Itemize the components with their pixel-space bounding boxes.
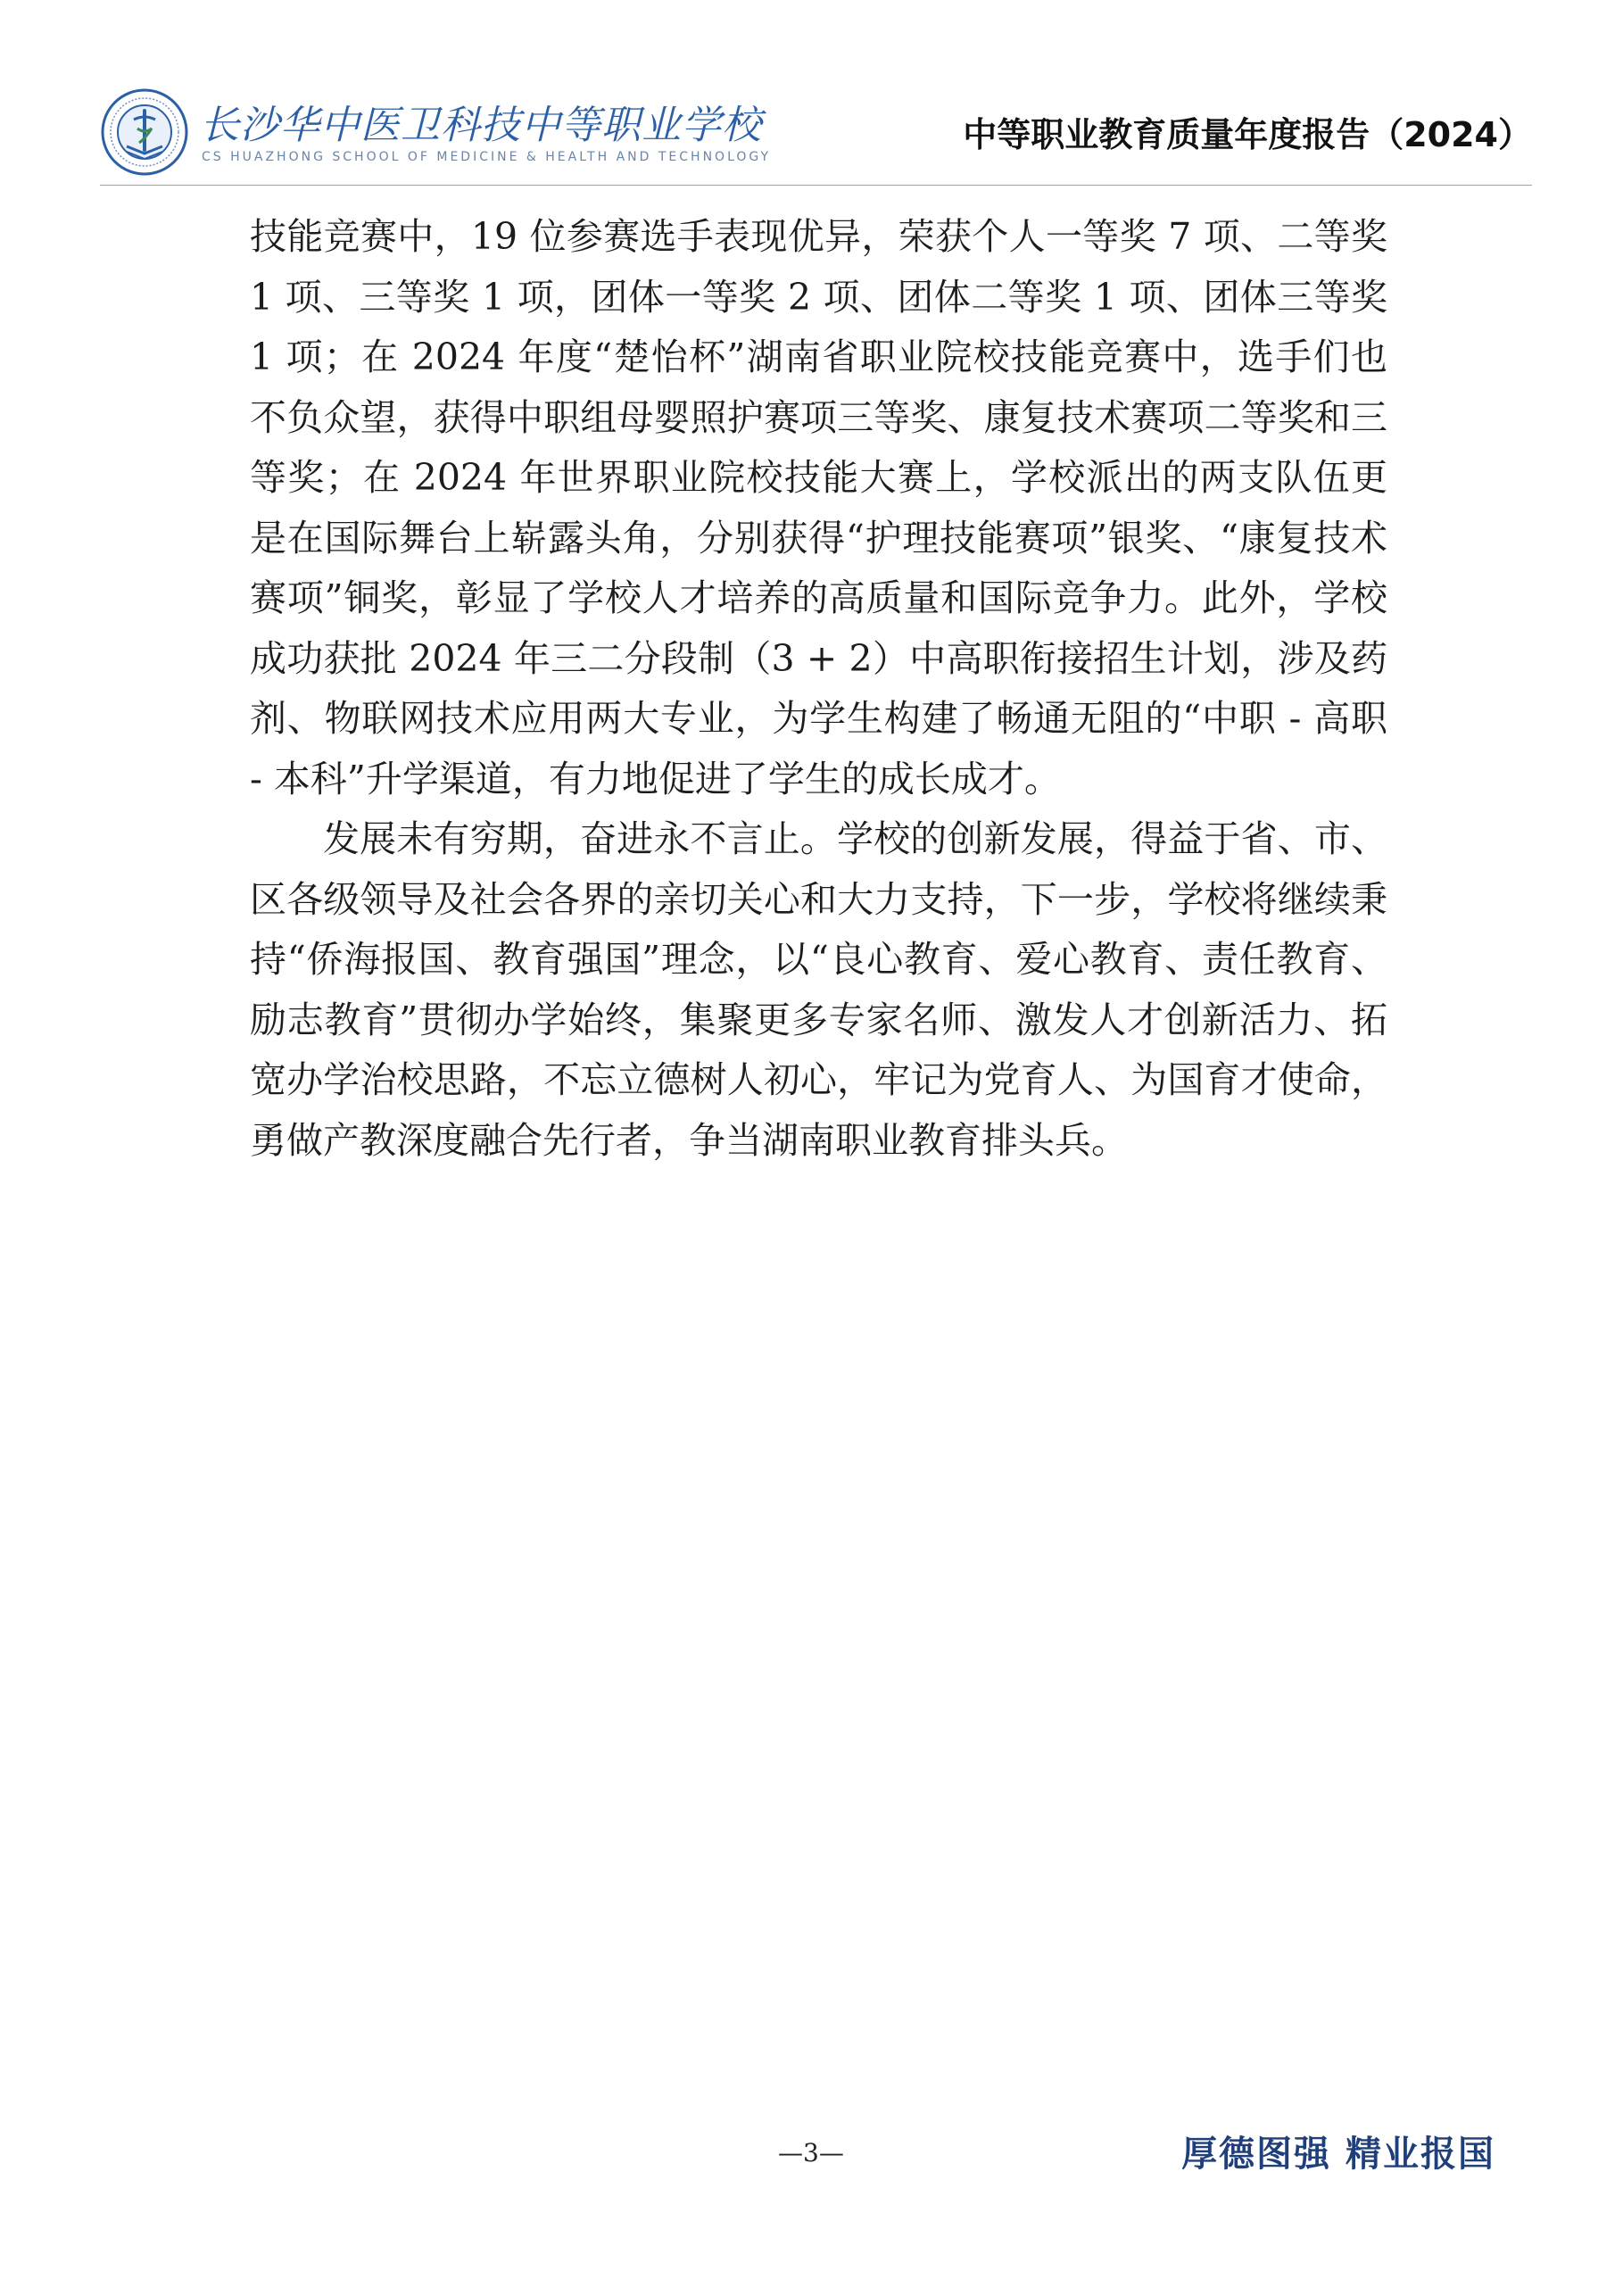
body-paragraph-2: 发展未有穷期，奋进永不言止。学校的创新发展，得益于省、市、区各级领导及社会各界的亲切关心和大力支持，下一步，学校将继续秉持“侨海报国、教育强国”理念，以“良心教育、爱心教育、责任教育、励志教育”贯彻办学始终，集聚更多专家名师、激发人才创新活力、拓宽办学治校思路，不忘立德树人初心，牢记为党育人、为国育才使命，勇做产教深度融合先行者，争当湖南职业教育排头兵。 [250, 817, 1387, 1162]
school-emblem-icon [100, 87, 189, 177]
footer-motto: 厚德图强 精业报国 [1181, 2133, 1495, 2175]
header-divider [100, 185, 1532, 186]
page-number: —3— [778, 2138, 844, 2168]
page-header [0, 0, 1623, 214]
body-paragraph-1: 技能竞赛中，19 位参赛选手表现优异，荣获个人一等奖 7 项、二等奖 1 项、三等奖 1 项，团体一等奖 2 项、团体二等奖 1 项、团体三等奖 1 项；在 2024 年度“楚怡杯”湖南省职业院校技能竞赛中，选手们也不负众望，获得中职组母婴照护赛项三等奖、康复技术赛项二等奖和三等奖；在 2024 年世界职业院校技能大赛上，学校派出的两支队伍更是在国际舞台上崭露头角，分别获得“护理技能赛项”银奖、“康复技术赛项”铜奖，彰显了学校人才培养的高质量和国际竞争力。此外，学校成功获批 2024 年三二分段制（3 + 2）中高职衔接招生计划，涉及药剂、物联网技术应用两大专业，为学生构建了畅通无阻的“中职 - 高职 - 本科”升学渠道，有力地促进了学生的成长成才。 [250, 215, 1387, 800]
school-name-cn: 长沙华中医卫科技中等职业学校 [200, 103, 762, 148]
body-text [250, 207, 1387, 1171]
school-name-en: CS HUAZHONG SCHOOL OF MEDICINE & HEALTH AND TECHNOLOGY [202, 150, 772, 164]
report-title: 中等职业教育质量年度报告（2024） [963, 115, 1532, 154]
